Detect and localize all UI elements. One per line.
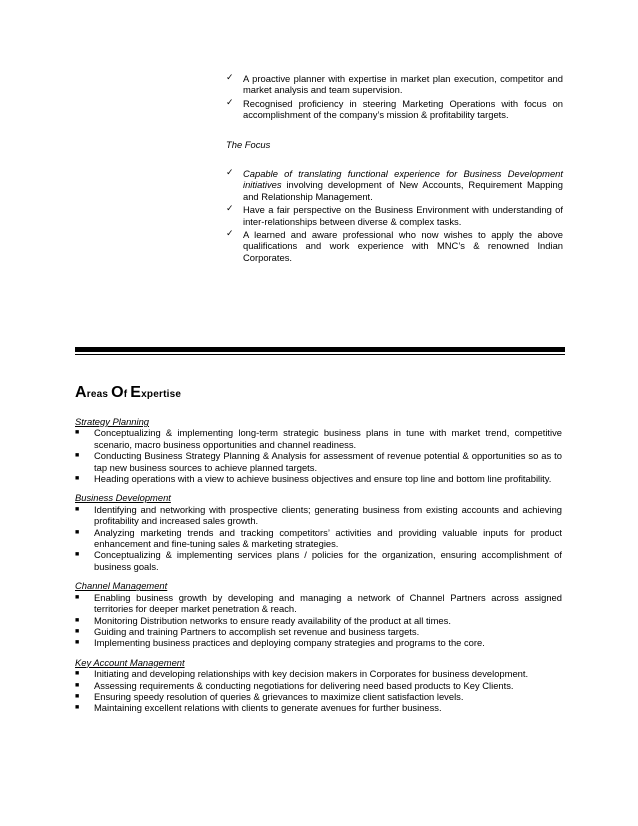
title-rest: f [123,389,131,400]
list-item [75,615,562,626]
list-item [75,450,562,473]
list-item-text: Guiding and training Partners to accomplish set revenue and business targets. [94,625,420,637]
bullet-icon: ■ [75,505,80,513]
focus-point [243,168,563,202]
title-initial: A [75,384,87,401]
focus-point: Have a fair perspective on the Business Environment with understanding of inter-relationships between diverse & complex tasks. [243,204,563,227]
areas-of-expertise-heading [75,384,182,401]
group-title: Business Development [75,492,171,504]
list-item-text: Conceptualizing & implementing long-term strategic business plans in tune with market trend, competitive scenario, macro business opportunities and channel readiness. [94,427,562,450]
list-item [75,427,562,450]
list-item [75,504,562,527]
bullet-icon: ■ [75,639,80,647]
list-item [75,702,562,713]
list-item [75,691,562,702]
list-item-text: Enabling business growth by developing and managing a network of Channel Partners across assigned territories for deeper market penetration & reach. [94,591,562,615]
checkmark-icon: ✓ [226,168,234,179]
focus-point: A learned and aware professional who now wishes to apply the above qualifications and work experience with MNC’s & renowned Indian Corporates. [243,229,563,263]
profile-point: A proactive planner with expertise in market plan execution, competitor and market analysis and team supervision. [243,73,563,96]
list-item-text: Identifying and networking with prospective clients; generating business from existing accounts and achieving profitability and increased sales growth. [94,503,562,527]
bullet-icon: ■ [75,551,80,559]
checkmark-icon: ✓ [226,204,234,215]
focus-heading: The Focus [226,138,271,150]
checkmark-icon: ✓ [226,97,234,108]
list-item-text: Implementing business practices and deploying company strategies and programs to the core. [94,637,485,649]
expertise-group-key-account-management [75,657,562,714]
check-list-item [226,98,563,121]
expertise-group-channel-management [75,580,562,648]
bullet-icon: ■ [75,593,80,601]
list-item-text: Analyzing marketing trends and tracking competitors’ activities and providing valuable inputs for product enhancement and fine-tuning sales & marketing strategies. [94,526,562,550]
section-divider-thin [75,354,565,355]
list-item-text: Heading operations with a view to achieve business objectives and ensure top line and bottom line profitability. [94,473,552,485]
expertise-group-business-development [75,492,562,572]
focus-point-text: involving development of New Accounts, Requirement Mapping and Relationship Management. [243,179,563,202]
list-item [75,637,562,648]
list-item [75,680,562,691]
list-item [75,592,562,615]
list-item-text: Maintaining excellent relations with clients to generate avenues for further business. [94,702,442,714]
bullet-icon: ■ [75,627,80,635]
list-item-text: Initiating and developing relationships with key decision makers in Corporates for business development. [94,668,529,680]
list-item [75,549,562,572]
bullet-icon: ■ [75,704,80,712]
check-list-item [226,229,563,263]
list-item-text: Conducting Business Strategy Planning & Analysis for assessment of revenue potential & opportunities so as to tap new business sources to achieve planned targets. [94,450,562,473]
check-list-item [226,168,563,202]
bullet-icon: ■ [75,429,80,437]
bullet-icon: ■ [75,452,80,460]
check-list-item [226,73,563,96]
expertise-list [75,416,562,722]
list-item-text: Conceptualizing & implementing services plans / policies for the organization, ensuring accomplishment of business goals. [94,549,562,572]
bullet-icon: ■ [75,616,80,624]
checkmark-icon: ✓ [226,73,234,83]
bullet-icon: ■ [75,670,80,678]
bullet-icon: ■ [75,692,80,700]
check-list-item [226,204,563,227]
section-divider [75,347,565,352]
list-item [75,668,562,679]
bullet-icon: ■ [75,475,80,483]
title-rest: xpertise [141,389,182,400]
list-item-text: Monitoring Distribution networks to ensure ready availability of the product at all times. [94,614,451,626]
group-title: Key Account Management [75,656,185,668]
checkmark-icon: ✓ [226,229,234,240]
focus-point-emphasis: Capable of translating functional experience for Business Development initiatives [243,168,563,191]
profile-point: Recognised proficiency in steering Marketing Operations with focus on accomplishment of the company’s mission & profitability targets. [243,97,563,121]
profile-summary [226,73,563,265]
group-title: Strategy Planning [75,416,150,427]
title-rest: reas [86,389,112,400]
expertise-group-strategy-planning [75,416,562,484]
list-item-text: Assessing requirements & conducting negotiations for delivering need based products to Key Clients. [94,679,514,691]
title-initial: E [130,384,142,401]
group-title: Channel Management [75,580,168,592]
list-item-text: Ensuring speedy resolution of queries & grievances to maximize client satisfaction levels. [94,690,464,702]
bullet-icon: ■ [75,681,80,689]
list-item [75,527,562,550]
title-initial: O [111,384,124,401]
list-item [75,473,562,484]
list-item [75,626,562,637]
bullet-icon: ■ [75,528,80,536]
